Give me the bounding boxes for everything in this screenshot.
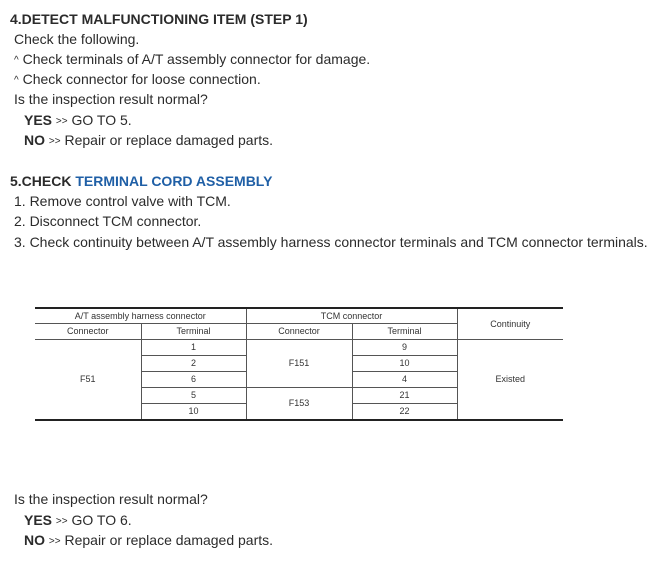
arrow-icon: >> [48,536,61,547]
no-label: NO [24,532,45,548]
step4-yes-row [24,111,132,131]
step4-no-row [24,131,273,151]
at-connector-cell: F51 [35,340,141,421]
continuity-table [35,307,563,421]
tcm-terminal-cell: 4 [352,372,457,388]
bullet-icon: ^ [14,75,19,86]
step5-title-prefix: 5.CHECK [10,173,72,189]
header-terminal: Terminal [352,324,457,340]
step5-title [10,172,272,190]
step5-step-1: 1. Remove control valve with TCM. [14,193,231,209]
yes-label: YES [24,112,53,128]
step4-no-action: Repair or replace damaged parts. [64,132,274,148]
step5-no-row [24,531,273,551]
step4-yes-action: GO TO 5. [71,112,132,128]
tcm-terminal-cell: 9 [352,340,457,356]
at-terminal-cell: 6 [141,372,246,388]
tcm-terminal-cell: 10 [352,356,457,372]
step4-bullet-text: Check connector for loose connection. [22,71,261,87]
step5-no-action: Repair or replace damaged parts. [64,532,274,548]
continuity-result-cell: Existed [457,340,563,421]
yes-label: YES [24,512,53,528]
step5-step-3: 3. Check continuity between A/T assembly harness connector terminals and TCM connector terminals. [14,234,648,250]
tcm-connector-cell: F153 [246,388,352,421]
step5-yes-row [24,511,132,531]
bullet-icon: ^ [14,55,19,66]
at-terminal-cell: 5 [141,388,246,404]
header-tcm-connector: TCM connector [246,308,457,324]
step4-bullet-1 [14,50,370,70]
tcm-terminal-cell: 22 [352,404,457,421]
arrow-icon: >> [48,136,61,147]
header-terminal: Terminal [141,324,246,340]
at-terminal-cell: 1 [141,340,246,356]
step4-bullet-2 [14,70,261,90]
step5-step-2: 2. Disconnect TCM connector. [14,213,202,229]
header-connector: Connector [35,324,141,340]
step5-question: Is the inspection result normal? [14,491,208,507]
step5-yes-action: GO TO 6. [71,512,132,528]
step4-title: 4.DETECT MALFUNCTIONING ITEM (STEP 1) [10,11,308,27]
tcm-terminal-cell: 21 [352,388,457,404]
step4-intro: Check the following. [14,31,140,47]
no-label: NO [24,132,45,148]
header-connector: Connector [246,324,352,340]
at-terminal-cell: 10 [141,404,246,421]
at-terminal-cell: 2 [141,356,246,372]
header-at-assembly: A/T assembly harness connector [35,308,246,324]
arrow-icon: >> [55,116,68,127]
terminal-cord-assembly-link[interactable]: TERMINAL CORD ASSEMBLY [75,173,273,189]
header-continuity: Continuity [457,308,563,340]
step4-bullet-text: Check terminals of A/T assembly connector for damage. [22,51,371,67]
step4-question: Is the inspection result normal? [14,91,208,107]
tcm-connector-cell: F151 [246,340,352,388]
arrow-icon: >> [55,516,68,527]
